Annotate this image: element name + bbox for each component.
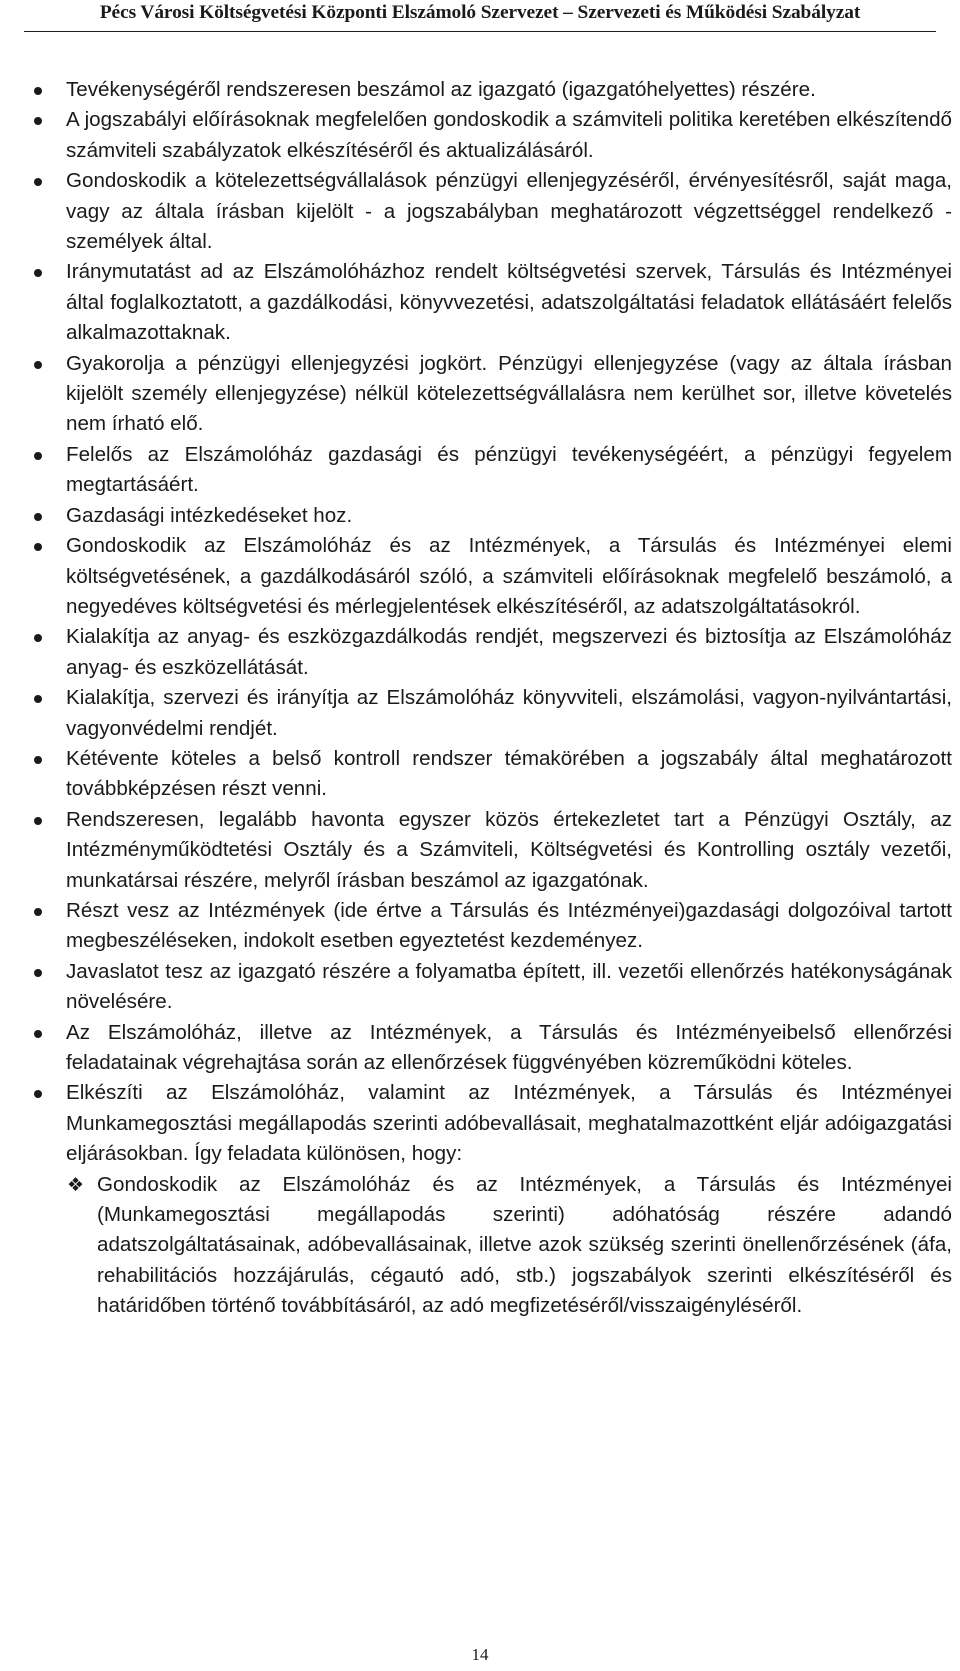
list-item-text: Gondoskodik az Elszámolóház és az Intézmények, a Társulás és Intézményei elemi költségvetésének, a gazdálkodásáról szóló, a számviteli előírásoknak megfelelő beszámoló, a negyedéves költségvetési és mérlegjelentések elkészítéséről, az adatszolgáltatásokról. bbox=[66, 534, 952, 618]
bullet-icon bbox=[34, 361, 42, 369]
document-body bbox=[30, 75, 952, 1322]
list-item bbox=[30, 75, 952, 105]
page-number: 14 bbox=[471, 1645, 489, 1664]
bullet-icon bbox=[34, 908, 42, 916]
list-item-text: Az Elszámolóház, illetve az Intézmények, a Társulás és Intézményeibelső ellenőrzési feladatainak végrehajtása során az ellenőrzések függvényében közreműködni köteles. bbox=[66, 1020, 952, 1074]
bullet-icon bbox=[34, 513, 42, 521]
list-item bbox=[30, 622, 952, 683]
list-item bbox=[30, 1078, 952, 1169]
bullet-icon bbox=[34, 969, 42, 977]
list-item bbox=[30, 349, 952, 440]
list-item bbox=[30, 744, 952, 805]
bullet-icon bbox=[34, 269, 42, 277]
list-item-text: Felelős az Elszámolóház gazdasági és pénzügyi tevékenységéért, a pénzügyi fegyelem megtartásáért. bbox=[66, 442, 952, 497]
list-item bbox=[30, 166, 952, 257]
list-item-text: Kialakítja az anyag- és eszközgazdálkodás rendjét, megszervezi és biztosítja az Elszámolóház anyag- és eszközellátását. bbox=[66, 625, 952, 679]
bullet-icon bbox=[34, 452, 42, 460]
list-item-text: Tevékenységéről rendszeresen beszámol az igazgató (igazgatóhelyettes) részére. bbox=[66, 78, 816, 101]
list-item-text: Iránymutatást ad az Elszámolóházhoz rendelt költségvetési szervek, Társulás és Intézményei által foglalkoztatott, a gazdálkodási, könyvvezetési, adatszolgáltatási feladatok ellátásáért felelős alkalmazottaknak. bbox=[66, 260, 952, 345]
bullet-icon bbox=[34, 178, 42, 186]
list-item bbox=[30, 683, 952, 744]
diamond-bullet-icon: ❖ bbox=[67, 1173, 85, 1196]
bullet-icon bbox=[34, 756, 42, 764]
sub-bullet-list bbox=[30, 1170, 952, 1322]
list-item bbox=[30, 105, 952, 166]
sub-list-item-text: Gondoskodik az Elszámolóház és az Intézmények, a Társulás és Intézményei (Munkamegosztási megállapodás szerinti) adóhatóság részére adandó adatszolgáltatásainak, adóbevallásainak, illetve azok szükség szerinti önellenőrzésének (áfa, rehabilitációs hozzájárulás, cégautó adó, stb.) jogszabályok szerinti elkészítéséről és határidőben történő továbbításáról, az adó megfizetéséről/visszaigényléséről. bbox=[97, 1172, 952, 1318]
bullet-icon bbox=[34, 1090, 42, 1098]
list-item-text: Elkészíti az Elszámolóház, valamint az Intézmények, a Társulás és Intézményei Munkamegosztási megállapodás szerinti adóbevallásait, meghatalmazottként eljár adóigazgatási eljárásokban. Így feladata különösen, hogy: bbox=[66, 1081, 952, 1166]
list-item bbox=[30, 531, 952, 622]
bullet-list bbox=[30, 75, 952, 1170]
sub-list-item bbox=[30, 1170, 952, 1322]
list-item-text: Gyakorolja a pénzügyi ellenjegyzési jogkört. Pénzügyi ellenjegyzése (vagy az általa írásban kijelölt személy ellenjegyzése) nélkül kötelezettségvállalásra nem kerülhet sor, illetve követelés nem írható elő. bbox=[66, 351, 952, 436]
bullet-icon bbox=[34, 543, 42, 551]
header-divider bbox=[24, 31, 936, 32]
list-item bbox=[30, 257, 952, 348]
list-item-text: Kialakítja, szervezi és irányítja az Elszámolóház könyvviteli, elszámolási, vagyon-nyilvántartási, vagyonvédelmi rendjét. bbox=[66, 686, 952, 740]
bullet-icon bbox=[34, 695, 42, 703]
bullet-icon bbox=[34, 634, 42, 642]
list-item-text: Részt vesz az Intézmények (ide értve a Társulás és Intézményei)gazdasági dolgozóival tartott megbeszéléseken, indokolt esetben egyeztetést kezdeményez. bbox=[66, 898, 952, 953]
list-item bbox=[30, 805, 952, 896]
list-item bbox=[30, 896, 952, 957]
list-item-text: Javaslatot tesz az igazgató részére a folyamatba épített, ill. vezetői ellenőrzés hatékonyságának növelésére. bbox=[66, 959, 952, 1014]
list-item bbox=[30, 957, 952, 1018]
bullet-icon bbox=[34, 87, 42, 95]
list-item bbox=[30, 1018, 952, 1079]
list-item bbox=[30, 440, 952, 501]
list-item-text: A jogszabályi előírásoknak megfelelően gondoskodik a számviteli politika keretében elkészítendő számviteli szabályzatok elkészítéséről és aktualizálásáról. bbox=[66, 108, 952, 162]
page-header-title: Pécs Városi Költségvetési Központi Elszámoló Szervezet – Szervezeti és Működési Szabályzat bbox=[99, 2, 861, 23]
list-item-text: Kétévente köteles a belső kontroll rendszer témakörében a jogszabály által meghatározott továbbképzésen részt venni. bbox=[66, 746, 952, 801]
bullet-icon bbox=[34, 1030, 42, 1038]
list-item bbox=[30, 501, 952, 531]
list-item-text: Gondoskodik a kötelezettségvállalások pénzügyi ellenjegyzéséről, érvényesítésről, saját maga, vagy az általa írásban kijelölt - a jogszabályban meghatározott végzettséggel rendelkező - személyek által. bbox=[66, 169, 952, 254]
bullet-icon bbox=[34, 117, 42, 125]
list-item-text: Rendszeresen, legalább havonta egyszer közös értekezletet tart a Pénzügyi Osztály, az Intézményműködtetési Osztály és a Számviteli, Költségvetési és Kontrolling osztály vezetői, munkatársai részére, melyről írásban beszámol az igazgatónak. bbox=[66, 807, 952, 892]
list-item-text: Gazdasági intézkedéseket hoz. bbox=[66, 503, 353, 527]
bullet-icon bbox=[34, 817, 42, 825]
